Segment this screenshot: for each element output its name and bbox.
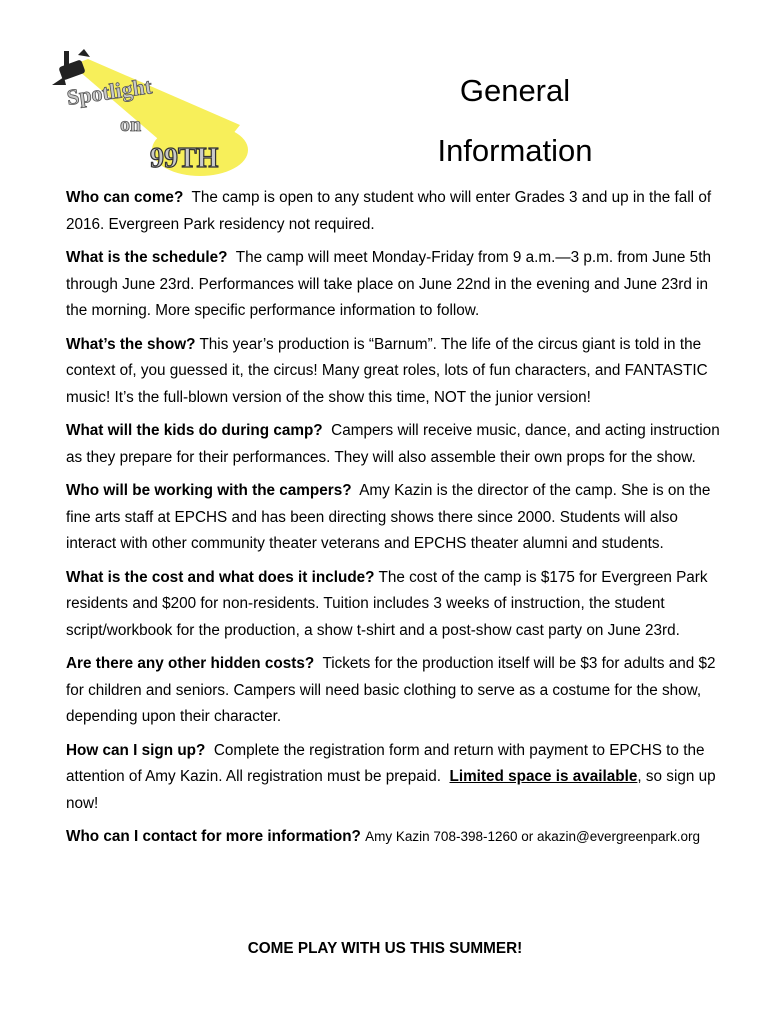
faq-question: What’s the show? bbox=[66, 335, 196, 353]
faq-question: What is the schedule? bbox=[66, 249, 228, 266]
faq-answer: Complete the registration form and return with payment to EPCHS to the attention of Amy Kazin. All registration must be prepaid. bbox=[66, 741, 705, 785]
faq-item bbox=[66, 245, 726, 325]
spotlight-on-99th-logo bbox=[50, 45, 255, 180]
faq-item bbox=[66, 565, 726, 645]
faq-answer: Campers will receive music, dance, and acting instruction as they prepare for their performances. They will also assemble their own props for the show. bbox=[66, 422, 720, 466]
faq-question: What is the cost and what does it include? bbox=[66, 568, 375, 586]
faq-item bbox=[66, 478, 726, 558]
logo-line-99th: 99TH bbox=[150, 143, 219, 174]
faq-answer: The cost of the camp is $175 for Evergreen Park residents and $200 for non-residents. Tuition includes 3 weeks of instruction, the student script/workbook for the production, a show t-shirt and a post-show cast party on June 23rd. bbox=[66, 568, 708, 639]
faq-item bbox=[66, 418, 726, 471]
faq-answer: The camp will meet Monday-Friday from 9 a.m.—3 p.m. from June 5th through June 23rd. Performances will take place on June 22nd in the evening and June 23rd in the morning. More specific performance information to follow. bbox=[66, 249, 711, 319]
faq-item-contact bbox=[66, 824, 726, 851]
faq-item bbox=[66, 185, 726, 238]
faq-answer-tail: , so sign up now! bbox=[66, 768, 716, 812]
faq-item bbox=[66, 332, 726, 412]
faq-section bbox=[66, 185, 726, 858]
faq-question: Who can come? bbox=[66, 189, 184, 206]
faq-question: Who will be working with the campers? bbox=[66, 482, 352, 499]
faq-question: Are there any other hidden costs? bbox=[66, 655, 315, 672]
faq-question: Who can I contact for more information? bbox=[66, 828, 361, 845]
logo-line-spotlight: Spotlight bbox=[65, 73, 154, 110]
logo-line-on: on bbox=[120, 114, 142, 136]
faq-question: What will the kids do during camp? bbox=[66, 422, 323, 439]
limited-space-notice: Limited space is available bbox=[449, 768, 638, 785]
faq-answer: Tickets for the production itself will be $3 for adults and $2 for children and seniors. Campers will need basic clothing to serve as a costume for the show, depending upon their character. bbox=[66, 655, 716, 725]
faq-item-signup bbox=[66, 738, 726, 818]
faq-question: How can I sign up? bbox=[66, 741, 206, 759]
faq-answer: This year’s production is “Barnum”. The life of the circus giant is told in the context of, you guessed it, the circus! Many great roles, lots of fun characters, and FANTASTIC music! It’s the full-blown version of the show this time, NOT the junior version! bbox=[66, 335, 708, 406]
page-title-line1: General bbox=[459, 73, 571, 108]
faq-answer: The camp is open to any student who will enter Grades 3 and up in the fall of 2016. Evergreen Park residency not required. bbox=[66, 189, 712, 233]
contact-info: Amy Kazin 708-398-1260 or akazin@evergreenpark.org bbox=[365, 829, 701, 844]
closing-call-to-action: COME PLAY WITH US THIS SUMMER! bbox=[247, 940, 523, 957]
faq-item bbox=[66, 651, 726, 731]
faq-answer: Amy Kazin is the director of the camp. She is on the fine arts staff at EPCHS and has been directing shows there since 2000. Students will also interact with other community theater veterans and EPCHS theater alumni and students. bbox=[66, 482, 711, 552]
page-title-line2: Information bbox=[437, 133, 593, 168]
